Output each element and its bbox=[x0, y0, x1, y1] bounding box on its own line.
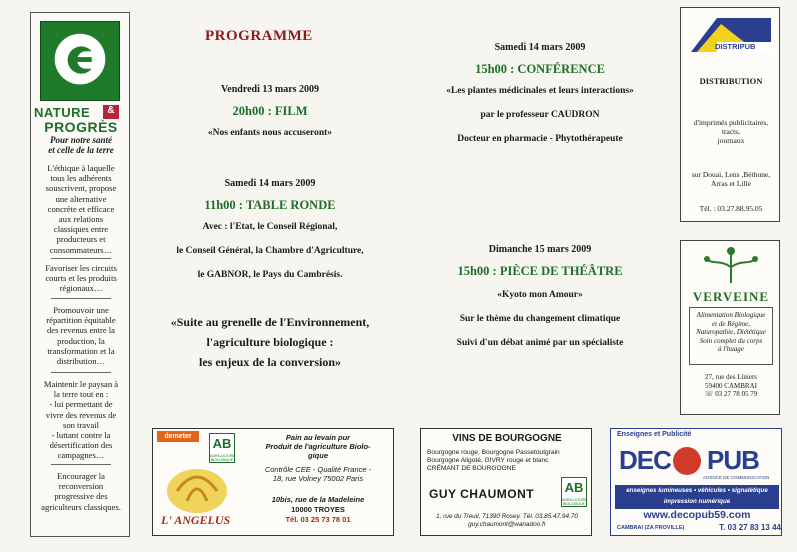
tagline-line-2: et celle de la terre bbox=[48, 145, 114, 155]
divider bbox=[51, 298, 111, 299]
distripub-logo-text: DISTRIPUB bbox=[715, 42, 756, 51]
distripub-services: d'imprimés publicitaires, tracts, journaux bbox=[693, 118, 769, 145]
day3-event: 15h00 : CONFÉRENCE bbox=[475, 62, 605, 76]
vins-address: 1, rue du Treuil, 71390 Rosey. Tél. 03.85.47.94.70 guy.chaumont@wanadoo.fr bbox=[436, 513, 578, 528]
decopub-arc: AGENCE DE COMMUNICATION bbox=[703, 475, 770, 480]
distripub-ad bbox=[680, 7, 780, 222]
divider bbox=[51, 258, 111, 259]
day3-topic: «Les plantes médicinales et leurs interactions» bbox=[446, 86, 634, 96]
revenue-paragraph: Promouvoir une répartition équitable des revenus entre la production, la transformation et la distribution… bbox=[46, 305, 116, 367]
programme-title: PROGRAMME bbox=[205, 28, 313, 44]
decopub-ad bbox=[610, 428, 782, 536]
day3-speaker-title: Docteur en pharmacie - Phytothérapeute bbox=[457, 134, 623, 144]
demeter-badge: demeter bbox=[157, 431, 199, 442]
day1-film-title: «Nos enfants nous accuseront» bbox=[207, 128, 333, 138]
day4-debate: Suivi d'un débat animé par un spécialiste bbox=[456, 338, 624, 348]
vins-producer: GUY CHAUMONT bbox=[429, 487, 535, 501]
debate-quote: «Suite au grenelle de l'Environnement, l'agriculture biologique : les enjeux de la conversion» bbox=[170, 315, 370, 369]
brand-ampersand: & bbox=[103, 105, 119, 119]
verveine-address: 27, rue des Liniers 59400 CAMBRAI ☏ 03 27 78 05 79 bbox=[704, 373, 758, 398]
day2-date: Samedi 14 mars 2009 bbox=[224, 178, 316, 189]
decopub-head: Enseignes et Publicité bbox=[617, 431, 692, 438]
brand-name-top: NATURE bbox=[34, 105, 91, 120]
angelus-address: 10bis, rue de la Madeleine 10000 TROYES Tél. 03 25 73 78 01 bbox=[271, 495, 365, 524]
nature-progres-logo bbox=[40, 21, 120, 101]
verveine-ad bbox=[680, 240, 780, 415]
day2-participants-3: le GABNOR, le Pays du Cambrésis. bbox=[197, 270, 343, 280]
decopub-phone: T. 03 27 83 13 44 bbox=[719, 523, 781, 532]
verveine-flower-icon bbox=[703, 245, 759, 285]
ab-logo: AB AGRICULTURE BIOLOGIQUE bbox=[561, 477, 587, 507]
day3-speaker: par le professeur CAUDRON bbox=[480, 110, 600, 120]
decopub-services: enseignes lumineuses • véhicules • signalétique impression numérique bbox=[615, 485, 779, 509]
day1-date: Vendredi 13 mars 2009 bbox=[220, 84, 320, 95]
brand-name-bottom: PROGRÈS bbox=[44, 119, 118, 135]
ethics-paragraph: L'éthique à laquelle tous les adhérents souscrivent, propose une alternative concrète et efficace aux relations classiques entre producteurs et consommateurs… bbox=[45, 163, 117, 255]
vins-list: Bourgogne rouge, Bourgogne Passetoutgrain Bourgogne Aligoté, GIVRY rouge et blanc CRÉMANT DE BOURGOGNE bbox=[427, 449, 560, 472]
verveine-name: VERVEINE bbox=[692, 289, 770, 304]
distripub-logo bbox=[687, 12, 773, 58]
distripub-phone: Tél. : 03.27.88.95.05 bbox=[699, 204, 763, 213]
decopub-logo-left: DEC bbox=[619, 445, 671, 475]
day4-date: Dimanche 15 mars 2009 bbox=[488, 244, 592, 255]
divider bbox=[51, 464, 111, 465]
day4-theme: Sur le thème du changement climatique bbox=[459, 314, 621, 324]
day2-participants-1: Avec : l'Etat, le Conseil Régional, bbox=[202, 222, 338, 232]
reconversion-paragraph: Encourager la reconversion progressive des agriculteurs classiques. bbox=[41, 471, 121, 512]
day1-event: 20h00 : FILM bbox=[232, 104, 308, 118]
vins-bourgogne-ad bbox=[420, 428, 592, 536]
angelus-product: Pain au levain pur Produit de l'agriculture Biolo- gique bbox=[265, 433, 371, 460]
day3-date: Samedi 14 mars 2009 bbox=[494, 42, 586, 53]
day4-play-title: «Kyoto mon Amour» bbox=[497, 290, 583, 300]
decopub-website: www.decopub59.com bbox=[643, 509, 751, 521]
divider bbox=[51, 372, 111, 373]
ab-logo: AB AGRICULTURE BIOLOGIQUE bbox=[209, 433, 235, 463]
decopub-globe-icon bbox=[673, 447, 701, 475]
farmer-paragraph: Maintenir le paysan à la terre tout en : - lui permettant de vivre des revenus de son travail - luttant contre la désertification des campagnes… bbox=[43, 379, 119, 461]
angelus-control: Contrôle CEE - Qualité France - 18, rue Volney 75002 Paris bbox=[264, 465, 372, 483]
decopub-logo-right: PUB bbox=[707, 445, 759, 475]
day4-event: 15h00 : PIÈCE DE THÉÂTRE bbox=[457, 264, 623, 278]
angelus-logo-text: L' ANGELUS bbox=[161, 513, 231, 527]
distripub-title: DISTRIBUTION bbox=[699, 76, 763, 86]
tagline-line-1: Pour notre santé bbox=[49, 135, 112, 145]
day2-event: 11h00 : TABLE RONDE bbox=[204, 198, 336, 212]
circuits-paragraph: Favoriser les circuits courts et les produits régionaux… bbox=[45, 263, 117, 294]
vins-title: VINS DE BOURGOGNE bbox=[452, 433, 562, 444]
day2-participants-2: le Conseil Général, la Chambre d'Agriculture, bbox=[176, 246, 364, 256]
distripub-area: sur Douai, Lens ,Béthune, Arras et Lille bbox=[691, 170, 771, 188]
verveine-services: Alimentation Biologique et de Régime, Naturopathie, Diététique Soin complet du corps à l'huage bbox=[696, 311, 766, 353]
nature-progres-panel bbox=[30, 12, 130, 537]
decopub-location: CAMBRAI (ZA PROVILLE) bbox=[617, 525, 685, 531]
angelus-ad bbox=[152, 428, 394, 536]
